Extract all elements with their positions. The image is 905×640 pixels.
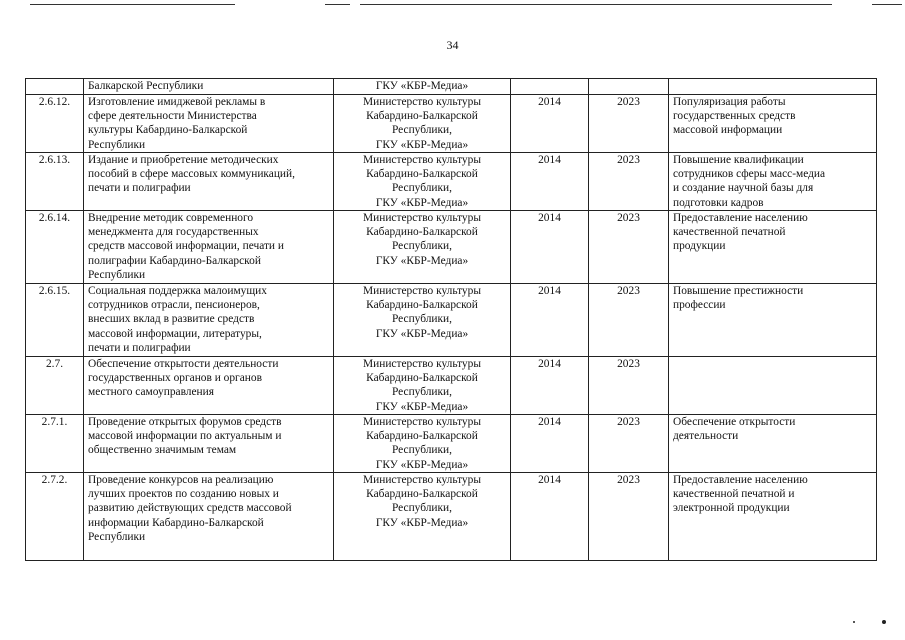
responsible-text: Министерство культуры Кабардино-Балкарской Республики, ГКУ «КБР-Медиа» <box>363 474 481 529</box>
activity-name-text: Социальная поддержка малоимущих сотрудников отрасли, пенсионеров, внесших вклад в развитие средств массовой информации, литературы, печати и полиграфии <box>88 285 267 354</box>
activity-name-cell <box>84 357 334 415</box>
row-number-text: 2.7.1. <box>41 416 68 428</box>
expected-result-cell <box>669 153 877 211</box>
start-year-text: 2014 <box>538 474 561 486</box>
responsible-text: Министерство культуры Кабардино-Балкарской Республики, ГКУ «КБР-Медиа» <box>363 285 481 340</box>
row-number-cell <box>26 153 84 211</box>
responsible-cell <box>334 153 511 211</box>
responsible-cell <box>334 211 511 284</box>
expected-result-text: Повышение престижности профессии <box>673 285 804 312</box>
row-number-text: 2.7.2. <box>41 474 68 486</box>
table-row <box>26 95 877 153</box>
start-year-cell <box>511 415 589 473</box>
table-row <box>26 153 877 211</box>
responsible-cell <box>334 79 511 95</box>
row-number-cell <box>26 284 84 357</box>
scan-top-line-left <box>30 4 235 5</box>
table-row <box>26 415 877 473</box>
start-year-cell <box>511 211 589 284</box>
activity-name-cell <box>84 415 334 473</box>
row-number-cell <box>26 79 84 95</box>
scan-speck <box>882 620 886 624</box>
end-year-text: 2023 <box>617 154 640 166</box>
expected-result-text: Обеспечение открытости деятельности <box>673 416 796 443</box>
expected-result-cell <box>669 473 877 561</box>
activity-name-cell <box>84 284 334 357</box>
start-year-text: 2014 <box>538 416 561 428</box>
responsible-text: Министерство культуры Кабардино-Балкарской Республики, ГКУ «КБР-Медиа» <box>363 212 481 267</box>
activity-name-text: Обеспечение открытости деятельности государственных органов и органов местного самоуправления <box>88 358 279 399</box>
end-year-cell <box>589 415 669 473</box>
start-year-text: 2014 <box>538 212 561 224</box>
start-year-cell <box>511 153 589 211</box>
row-number-text: 2.7. <box>45 358 64 370</box>
activity-name-text: Проведение конкурсов на реализацию лучших проектов по созданию новых и развитию действующих средств массовой информации Кабардино-Балкарской Республики <box>88 474 292 543</box>
table-row <box>26 357 877 415</box>
row-number-cell <box>26 473 84 561</box>
expected-result-cell <box>669 284 877 357</box>
end-year-cell <box>589 153 669 211</box>
start-year-cell <box>511 473 589 561</box>
responsible-text: ГКУ «КБР-Медиа» <box>375 80 469 92</box>
expected-result-cell <box>669 211 877 284</box>
scan-top-line-far-right <box>872 4 902 5</box>
end-year-text: 2023 <box>617 212 640 224</box>
expected-result-text: Предоставление населению качественной печатной и электронной продукции <box>673 474 808 515</box>
row-number-cell <box>26 357 84 415</box>
end-year-cell <box>589 473 669 561</box>
table-body <box>26 79 877 561</box>
responsible-text: Министерство культуры Кабардино-Балкарской Республики, ГКУ «КБР-Медиа» <box>363 416 481 471</box>
activity-name-cell <box>84 95 334 153</box>
row-number-text: 2.6.14. <box>38 212 71 224</box>
start-year-text: 2014 <box>538 154 561 166</box>
program-activities-table <box>25 78 877 561</box>
row-number-cell <box>26 211 84 284</box>
table-row <box>26 79 877 95</box>
expected-result-text: Повышение квалификации сотрудников сферы масс-медиа и создание научной базы для подготовки кадров <box>673 154 826 209</box>
page-number: 34 <box>446 38 459 52</box>
end-year-cell <box>589 284 669 357</box>
responsible-cell <box>334 284 511 357</box>
start-year-cell <box>511 95 589 153</box>
end-year-text: 2023 <box>617 416 640 428</box>
start-year-text: 2014 <box>538 285 561 297</box>
responsible-text: Министерство культуры Кабардино-Балкарской Республики, ГКУ «КБР-Медиа» <box>363 96 481 151</box>
row-number-text: 2.6.15. <box>38 285 71 297</box>
expected-result-cell <box>669 357 877 415</box>
end-year-text: 2023 <box>617 96 640 108</box>
activity-name-text: Балкарской Республики <box>88 80 204 92</box>
end-year-cell <box>589 357 669 415</box>
scan-speck <box>853 621 855 623</box>
responsible-cell <box>334 473 511 561</box>
start-year-cell <box>511 357 589 415</box>
activity-name-cell <box>84 473 334 561</box>
activity-name-text: Проведение открытых форумов средств массовой информации по актуальным и общественно значимым темам <box>88 416 282 457</box>
activity-name-text: Изготовление имиджевой рекламы в сфере деятельности Министерства культуры Кабардино-Балкарской Республики <box>88 96 266 151</box>
responsible-cell <box>334 357 511 415</box>
responsible-cell <box>334 95 511 153</box>
end-year-cell <box>589 95 669 153</box>
activity-name-cell <box>84 79 334 95</box>
expected-result-cell <box>669 79 877 95</box>
start-year-text: 2014 <box>538 358 561 370</box>
scan-top-line-right <box>360 4 832 5</box>
table-row <box>26 211 877 284</box>
start-year-cell <box>511 79 589 95</box>
responsible-text: Министерство культуры Кабардино-Балкарской Республики, ГКУ «КБР-Медиа» <box>363 358 481 413</box>
row-number-cell <box>26 415 84 473</box>
table-row <box>26 284 877 357</box>
expected-result-cell <box>669 415 877 473</box>
expected-result-cell <box>669 95 877 153</box>
end-year-text: 2023 <box>617 474 640 486</box>
activity-name-text: Издание и приобретение методических пособий в сфере массовых коммуникаций, печати и полиграфии <box>88 154 295 195</box>
table-row <box>26 473 877 561</box>
expected-result-text: Популяризация работы государственных средств массовой информации <box>673 96 796 137</box>
end-year-cell <box>589 79 669 95</box>
start-year-cell <box>511 284 589 357</box>
end-year-text: 2023 <box>617 285 640 297</box>
activity-name-cell <box>84 211 334 284</box>
activity-name-text: Внедрение методик современного менеджмента для государственных средств массовой информации, печати и полиграфии Кабардино-Балкарской Республики <box>88 212 284 281</box>
end-year-cell <box>589 211 669 284</box>
row-number-cell <box>26 95 84 153</box>
expected-result-text: Предоставление населению качественной печатной продукции <box>673 212 808 253</box>
row-number-text: 2.6.12. <box>38 96 71 108</box>
activity-name-cell <box>84 153 334 211</box>
responsible-cell <box>334 415 511 473</box>
responsible-text: Министерство культуры Кабардино-Балкарской Республики, ГКУ «КБР-Медиа» <box>363 154 481 209</box>
scan-top-line-mid <box>325 4 350 5</box>
end-year-text: 2023 <box>617 358 640 370</box>
row-number-text: 2.6.13. <box>38 154 71 166</box>
start-year-text: 2014 <box>538 96 561 108</box>
